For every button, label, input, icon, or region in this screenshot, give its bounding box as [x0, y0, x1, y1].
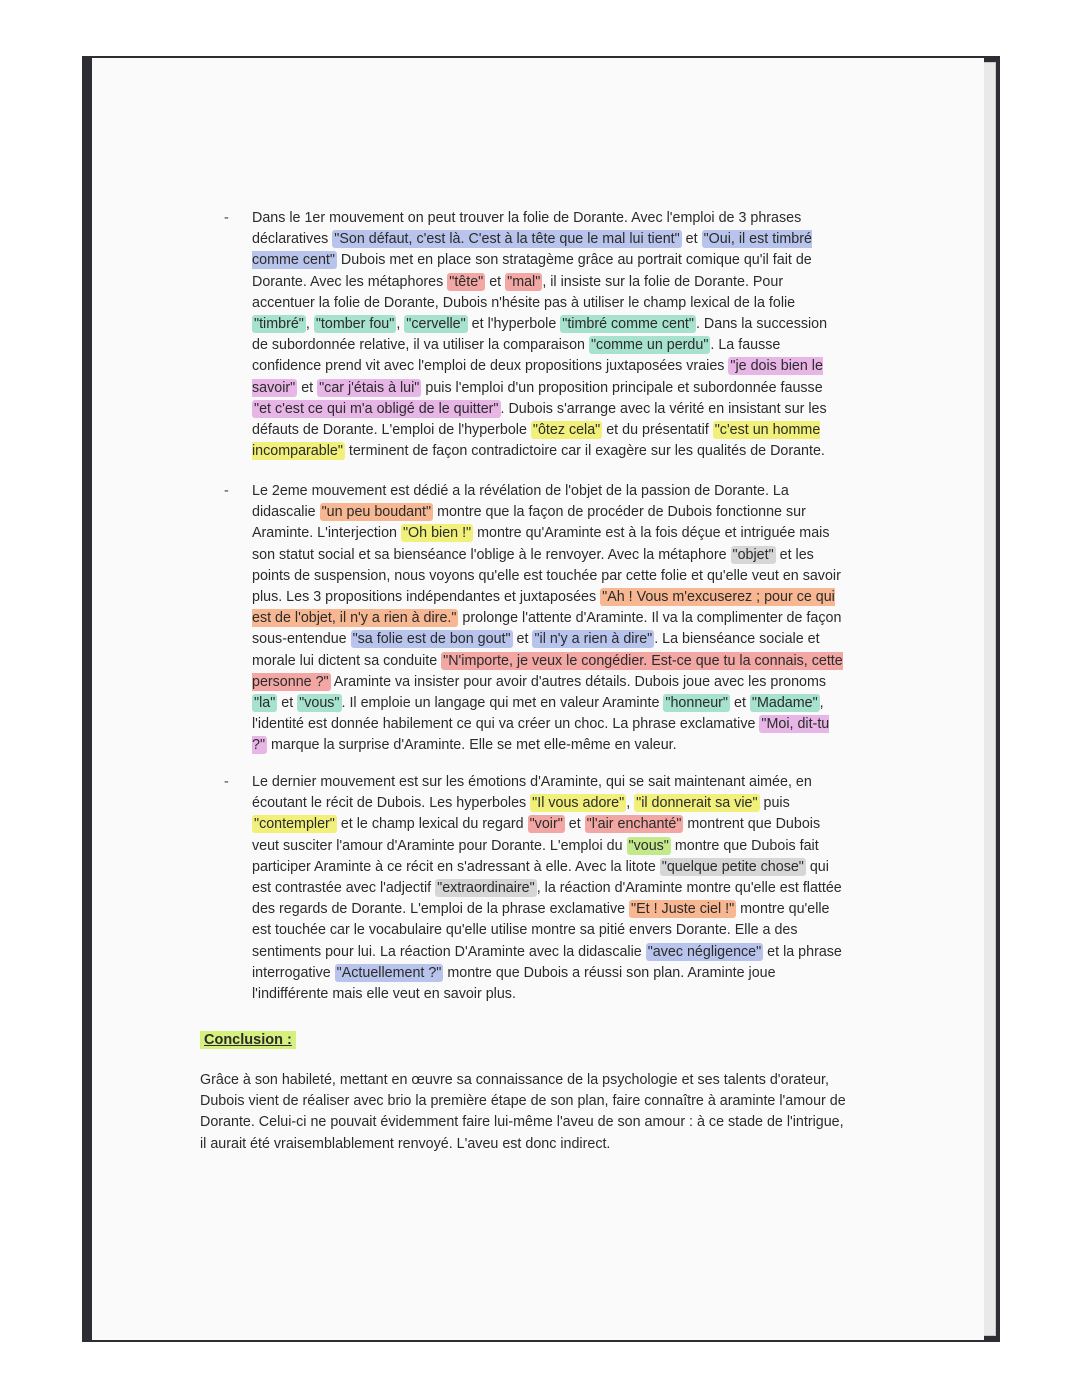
paragraph-text [252, 210, 827, 460]
highlighted-quote: "avec négligence" [647, 943, 762, 960]
text-run: et la phrase interrogative [252, 943, 842, 981]
analysis-paragraph-1 [224, 208, 844, 462]
analysis-paragraph-3 [224, 772, 844, 1005]
text-run: . Dans la succession de subordonnée relative, il va utiliser la comparaison [252, 316, 828, 354]
highlighted-quote: "Madame" [751, 695, 818, 712]
text-run: terminent de façon contradictoire car il exagère sur les qualités de Dorante. [344, 443, 825, 460]
highlighted-quote: "Son défaut, c'est là. C'est à la tête que le mal lui tient" [334, 231, 680, 248]
text-run: montre qu'Araminte est à la fois déçue et intriguée mais son statut social et sa bienséance l'oblige à le renvoyer. Avec la métaphore [252, 525, 830, 563]
highlighted-quote: "N'importe, je veux le congédier. Est-ce que tu la connais, cette personne ?" [252, 652, 843, 690]
text-run: . Dubois s'arrange avec la vérité en insistant sur les défauts de Dorante. L'emploi de l'hyperbole [252, 400, 827, 439]
text-run: et l'hyperbole [467, 316, 561, 333]
text-run: et du présentatif [602, 422, 713, 439]
highlighted-quote: "ôtez cela" [532, 422, 601, 439]
text-run: puis [759, 795, 790, 812]
text-run: et [277, 695, 298, 712]
text-run: et [485, 273, 506, 290]
highlighted-quote: "voir" [529, 816, 563, 833]
bullet-dash: - [224, 210, 229, 226]
highlighted-quote: "vous" [299, 695, 340, 712]
highlighted-quote: "la" [254, 695, 276, 712]
text-run: montre qu'elle est touchée car le vocabulaire qu'elle utilise montre sa pitié envers Dorante. Elle a des sentiments pour lui. La réaction D'Araminte avec la didascalie [252, 901, 830, 960]
text-run: , il insiste sur la folie de Dorante. Pour accentuer la folie de Dorante, Dubois n'hésite pas à utiliser le champ lexical de la folie [252, 273, 796, 311]
bullet-dash: - [224, 774, 229, 790]
highlighted-quote: "extraordinaire" [437, 880, 535, 897]
highlighted-quote: "il donnerait sa vie" [636, 795, 758, 812]
highlighted-quote: "c'est un homme incomparable" [252, 422, 821, 460]
paragraph-text [252, 483, 843, 754]
text-run: qui est contrastée avec l'adjectif [252, 858, 829, 897]
highlighted-quote: "timbré comme cent" [562, 316, 694, 333]
text-run: et le champ lexical du regard [336, 816, 528, 833]
highlighted-quote: "tête" [449, 273, 484, 290]
text-run: Araminte va insister pour avoir d'autres détails. Dubois joue avec les pronoms [330, 673, 827, 690]
highlighted-quote: "timbré" [254, 316, 304, 333]
highlighted-quote: "Et ! Juste ciel !" [631, 901, 735, 918]
text-run: et [512, 631, 533, 648]
text-run: Dans le 1er mouvement on peut trouver la folie de Dorante. Avec l'emploi de 3 phrases déclaratives [252, 210, 802, 248]
text-run: marque la surprise d'Araminte. Elle se met elle-même en valeur. [267, 737, 677, 754]
text-run: prolonge l'attente d'Araminte. Il va la complimenter de façon sous-entendue [252, 610, 842, 648]
highlighted-quote: "honneur" [665, 695, 729, 712]
highlighted-quote: "objet" [732, 546, 774, 563]
text-run: montre que la façon de procéder de Dubois fonctionne sur Araminte. L'interjection [252, 504, 806, 542]
highlighted-quote: "cervelle" [406, 316, 466, 333]
highlighted-quote: "comme un perdu" [590, 337, 709, 354]
text-run: . La fausse confidence prend vit avec l'emploi de deux propositions juxtaposées vraies [252, 337, 781, 375]
highlighted-quote: "un peu boudant" [321, 504, 432, 521]
highlighted-quote: "il n'y a rien à dire" [534, 631, 653, 648]
highlighted-quote: "tomber fou" [315, 316, 395, 333]
text-run: et les points de suspension, nous voyons qu'elle est touchée par cette folie et qu'elle veut en savoir plus. Les 3 propositions indépendantes et juxtaposées [252, 546, 841, 606]
text-run: , la réaction d'Araminte montre qu'elle est flattée des regards de Dorante. L'emploi de la phrase exclamative [252, 880, 842, 918]
text-run: et [297, 379, 318, 396]
highlighted-quote: "je dois bien le savoir" [252, 358, 823, 396]
document-page [92, 58, 984, 1340]
text-run: , [626, 795, 635, 812]
highlighted-quote: "Moi, dit-tu ?" [252, 716, 830, 754]
text-run: et [730, 695, 750, 712]
text-run: , l'identité est donnée habilement ce qui va créer un choc. La phrase exclamative [252, 695, 824, 733]
text-run: puis l'emploi d'un proposition principale et subordonnée fausse [421, 379, 823, 396]
text-run: , [305, 316, 314, 333]
text-run: montrent que Dubois veut susciter l'amour d'Araminte pour Dorante. L'emploi du [252, 816, 821, 854]
text-run: montre que Dubois a réussi son plan. Araminte joue l'indifférente mais elle veut en savoir plus. [252, 964, 776, 1003]
highlighted-quote: "Oui, il est timbré comme cent" [252, 231, 812, 269]
text-run: Le dernier mouvement est sur les émotions d'Araminte, qui se sait maintenant aimée, en écoutant le récit de Dubois. Les hyperboles [252, 774, 812, 812]
paragraph-text [252, 774, 842, 1002]
text-run: et [681, 231, 702, 248]
bullet-dash: - [224, 483, 229, 499]
highlighted-quote: "contempler" [254, 816, 335, 833]
highlighted-quote: "et c'est ce qui m'a obligé de le quitter" [254, 400, 499, 417]
text-run: . Il emploie un langage qui met en valeur Araminte [341, 695, 664, 712]
analysis-paragraph-2 [224, 481, 844, 757]
highlighted-quote: "Il vous adore" [532, 795, 625, 812]
text-run: , [396, 316, 405, 333]
highlighted-quote: "mal" [507, 273, 541, 290]
text-run: . La bienséance sociale et morale lui dictent sa conduite [252, 631, 820, 669]
highlighted-quote: "vous" [628, 837, 669, 854]
highlighted-quote: "l'air enchanté" [586, 816, 682, 833]
text-run: montre que Dubois fait participer Araminte à ce récit en s'adressant à elle. Avec la litote [252, 837, 819, 875]
highlighted-quote: "quelque petite chose" [661, 858, 804, 875]
highlighted-quote: "car j'étais à lui" [319, 379, 420, 396]
highlighted-quote: "sa folie est de bon gout" [352, 631, 511, 648]
conclusion-paragraph: Grâce à son habileté, mettant en œuvre sa connaissance de la psychologie et ses talents d'orateur, Dubois vient de réaliser avec brio la première étape de son plan, faire connaître à araminte l'amour de Dorante. Celui-ci ne pouvait évidemment faire lui-même l'aveu de son amour : à ce stade de l'intrigue, il aurait été vraisemblablement renvoyé. L'aveu est donc indirect. [200, 1072, 846, 1152]
highlighted-quote: "Oh bien !" [402, 525, 472, 542]
text-run: Dubois met en place son stratagème grâce au portrait comique qu'il fait de Dorante. Avec les métaphores [252, 252, 812, 290]
highlighted-quote: "Actuellement ?" [336, 964, 442, 981]
highlighted-quote: "Ah ! Vous m'excuserez ; pour ce qui est de l'objet, il n'y a rien à dire." [252, 589, 835, 627]
text-run: et [564, 816, 585, 833]
conclusion-heading: Conclusion : [200, 1031, 296, 1049]
text-run: Le 2eme mouvement est dédié a la révélation de l'objet de la passion de Dorante. La didascalie [252, 483, 789, 521]
